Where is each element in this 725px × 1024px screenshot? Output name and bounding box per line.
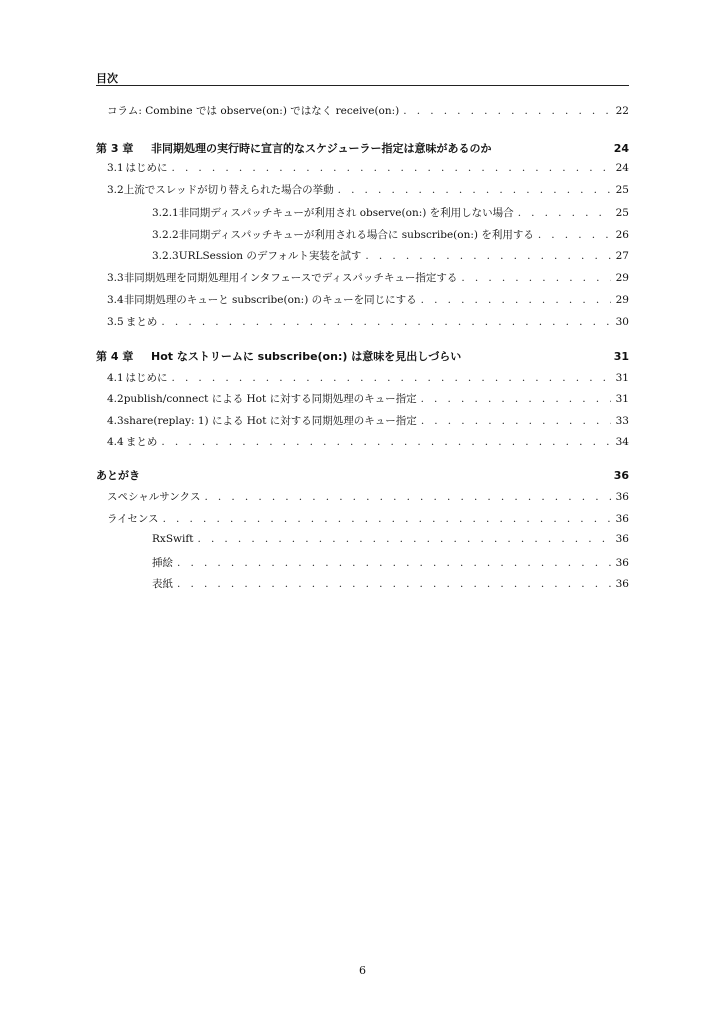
subsection-title: 非同期ディスパッチキューが利用され observe(on:) を利用しない場合	[178, 207, 514, 219]
toc-entry-column[interactable]	[107, 103, 629, 119]
leader-dots	[171, 372, 611, 384]
chapter-number: 第 3 章	[96, 142, 134, 155]
leader-dots	[338, 184, 611, 196]
toc-section-3-5[interactable]	[107, 314, 629, 330]
leader-dots	[403, 105, 611, 117]
subsection-title: 表紙	[152, 578, 173, 590]
section-page: 31	[615, 372, 629, 384]
toc-chapter-3[interactable]	[96, 140, 629, 156]
toc-section-4-4[interactable]	[107, 434, 629, 450]
section-title: スペシャルサンクス	[107, 491, 201, 503]
subsection-number: 3.2.2	[152, 229, 179, 241]
subsection-title: 非同期ディスパッチキューが利用される場合に subscribe(on:) を利用する	[178, 229, 534, 241]
chapter-page: 36	[613, 469, 629, 482]
toc-section-license[interactable]	[107, 511, 629, 527]
section-number: 3.3	[107, 272, 124, 284]
page-number: 6	[359, 964, 366, 977]
section-number: 4.1	[107, 372, 124, 384]
toc-subsection-3-2-1[interactable]	[152, 205, 629, 221]
section-page: 30	[615, 316, 629, 328]
toc-subsection-illustration[interactable]	[152, 555, 629, 571]
leader-dots	[421, 393, 611, 405]
toc-section-4-2[interactable]	[107, 391, 629, 407]
toc-heading-text: 目次	[96, 72, 118, 85]
toc-heading	[96, 71, 629, 86]
subsection-page: 27	[615, 250, 629, 262]
section-number: 4.3	[107, 415, 124, 427]
section-title: share(replay: 1) による Hot に対する同期処理のキュー指定	[123, 415, 417, 427]
toc-subsection-rxswift[interactable]	[152, 533, 629, 549]
leader-dots	[461, 272, 611, 284]
subsection-title: RxSwift	[152, 533, 194, 545]
leader-dots	[177, 578, 611, 590]
section-title: まとめ	[125, 436, 158, 448]
section-page: 25	[615, 184, 629, 196]
toc-section-3-3[interactable]	[107, 270, 629, 286]
section-title: 非同期処理を同期処理用インタフェースでディスパッチキュー指定する	[123, 272, 458, 284]
leader-dots	[518, 207, 611, 219]
leader-dots	[197, 533, 611, 545]
leader-dots	[163, 513, 611, 525]
chapter-page: 31	[613, 350, 629, 363]
section-title: はじめに	[125, 372, 168, 384]
section-number: 3.4	[107, 294, 124, 306]
section-page: 33	[615, 415, 629, 427]
chapter-title: Hot なストリームに subscribe(on:) は意味を見出しづらい	[151, 350, 462, 363]
section-page: 31	[615, 393, 629, 405]
leader-dots	[161, 436, 611, 448]
section-page: 36	[615, 491, 629, 503]
toc-entry-page: 22	[615, 105, 629, 117]
chapter-title: あとがき	[96, 469, 140, 482]
section-number: 4.4	[107, 436, 124, 448]
leader-dots	[177, 557, 611, 569]
subsection-page: 36	[615, 557, 629, 569]
toc-subsection-3-2-3[interactable]	[152, 248, 629, 264]
subsection-page: 36	[615, 578, 629, 590]
leader-dots	[204, 491, 611, 503]
chapter-number: 第 4 章	[96, 350, 134, 363]
section-title: まとめ	[125, 316, 158, 328]
section-page: 34	[615, 436, 629, 448]
section-page: 24	[615, 162, 629, 174]
subsection-page: 25	[615, 207, 629, 219]
section-title: はじめに	[125, 162, 168, 174]
section-number: 3.2	[107, 184, 124, 196]
leader-dots	[421, 415, 611, 427]
toc-subsection-3-2-2[interactable]	[152, 227, 629, 243]
toc-section-3-2[interactable]	[107, 182, 629, 198]
toc-section-3-4[interactable]	[107, 292, 629, 308]
toc-chapter-4[interactable]	[96, 348, 629, 364]
section-number: 4.2	[107, 393, 124, 405]
section-title: ライセンス	[107, 513, 159, 525]
toc-section-special-thanks[interactable]	[107, 489, 629, 505]
chapter-title: 非同期処理の実行時に宣言的なスケジューラー指定は意味があるのか	[151, 142, 492, 155]
leader-dots	[161, 316, 611, 328]
toc-section-4-3[interactable]	[107, 413, 629, 429]
section-number: 3.1	[107, 162, 124, 174]
chapter-page: 24	[613, 142, 629, 155]
toc-section-4-1[interactable]	[107, 370, 629, 386]
subsection-title: URLSession のデフォルト実装を試す	[178, 250, 362, 262]
section-number: 3.5	[107, 316, 124, 328]
section-title: 上流でスレッドが切り替えられた場合の挙動	[123, 184, 334, 196]
toc-section-3-1[interactable]	[107, 160, 629, 176]
subsection-number: 3.2.3	[152, 250, 179, 262]
section-page: 29	[615, 272, 629, 284]
leader-dots	[421, 294, 611, 306]
toc-subsection-cover[interactable]	[152, 576, 629, 592]
section-page: 29	[615, 294, 629, 306]
section-page: 36	[615, 513, 629, 525]
section-title: 非同期処理のキューと subscribe(on:) のキューを同じにする	[123, 294, 417, 306]
leader-dots	[365, 250, 611, 262]
section-title: publish/connect による Hot に対する同期処理のキュー指定	[123, 393, 417, 405]
subsection-title: 挿絵	[152, 557, 173, 569]
subsection-page: 26	[615, 229, 629, 241]
leader-dots	[538, 229, 611, 241]
subsection-number: 3.2.1	[152, 207, 179, 219]
leader-dots	[171, 162, 611, 174]
toc-afterword[interactable]	[96, 467, 629, 483]
toc-entry-title: コラム: Combine では observe(on:) ではなく receive(on:)	[107, 105, 400, 117]
subsection-page: 36	[615, 533, 629, 545]
